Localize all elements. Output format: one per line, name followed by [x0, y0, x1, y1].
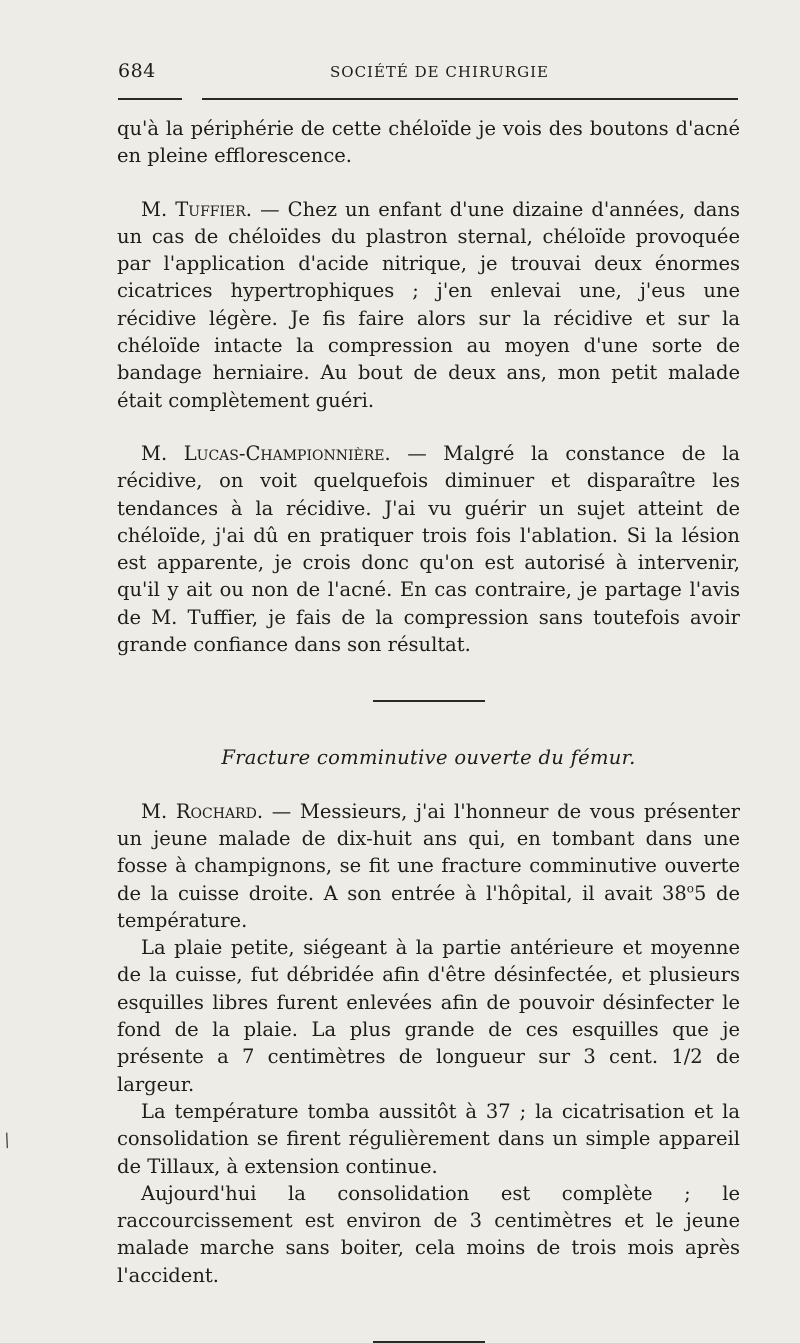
section-separator	[373, 700, 485, 702]
speaker-name: M. Rochard.	[141, 799, 264, 823]
paragraph-text: 5 de température.	[117, 881, 740, 932]
running-head: SOCIÉTÉ DE CHIRURGIE	[330, 63, 549, 81]
paragraph-lucas-championniere	[117, 440, 740, 658]
page-header	[118, 60, 738, 90]
article-title: Fracture comminutive ouverte du fémur.	[221, 746, 636, 770]
paragraph-text: — Chez un enfant d'une dizaine d'années, dans un cas de chéloïdes du plastron sternal, chéloïde provoquée par l'application d'acide nitrique, je trouvai deux énormes cicatrices hypertrophiques ; j'en enlevai une, j'eus une récidive légère. Je fis faire alors sur la récidive et sur la chéloïde intacte la compression au moyen d'une sorte de bandage herniaire. Au bout de deux ans, mon petit malade était complètement guéri.	[117, 197, 740, 412]
speaker-name: M. Tuffier.	[141, 197, 252, 221]
paragraph-consolidation: Aujourd'hui la consolidation est complète ; le raccourcissement est environ de 3 centimètres et le jeune malade marche sans boiter, cela moins de trois mois après l'accident.	[117, 1181, 740, 1287]
page-body	[117, 115, 740, 1343]
header-rule	[118, 98, 738, 100]
degree-superscript: o	[686, 881, 695, 896]
paragraph-rochard	[117, 798, 740, 934]
paragraph-text: — Messieurs, j'ai l'honneur de vous présenter un jeune malade de dix-huit ans qui, en tombant dans une fosse à champignons, se fit une fracture comminutive ouverte de la cuisse droite. A son entrée à l'hôpital, il avait 38	[117, 799, 740, 905]
paragraph-temperature: La température tomba aussitôt à 37 ; la cicatrisation et la consolidation se firent régulièrement dans un simple appareil de Tillaux, à extension continue.	[117, 1099, 740, 1178]
paragraph-plaie: La plaie petite, siégeant à la partie antérieure et moyenne de la cuisse, fut débridée afin d'être désinfectée, et plusieurs esquilles libres furent enlevées afin de pouvoir désinfecter le fond de la plaie. La plus grande de ces esquilles que je présente a 7 centimètres de longueur sur 3 cent. 1/2 de largeur.	[117, 936, 740, 1096]
paragraph-continuation: qu'à la périphérie de cette chéloïde je vois des boutons d'acné en pleine efflorescence.	[117, 117, 740, 168]
header-rule-gap	[182, 97, 202, 101]
page-number: 684	[118, 60, 156, 82]
speaker-name: M. Lucas-Championnière.	[141, 441, 391, 465]
paragraph-text: — Malgré la constance de la récidive, on voit quelquefois diminuer et disparaître les tendances à la récidive. J'ai vu guérir un sujet atteint de chéloïde, j'ai dû en pratiquer trois fois l'ablation. Si la lésion est apparente, je crois donc qu'on est autorisé à intervenir, qu'il y ait ou non de l'acné. En cas contraire, je partage l'avis de M. Tuffier, je fais de la compression sans toutefois avoir grande confiance dans son résultat.	[117, 441, 741, 657]
margin-mark: /	[0, 1129, 14, 1152]
paragraph-tuffier	[117, 196, 740, 414]
